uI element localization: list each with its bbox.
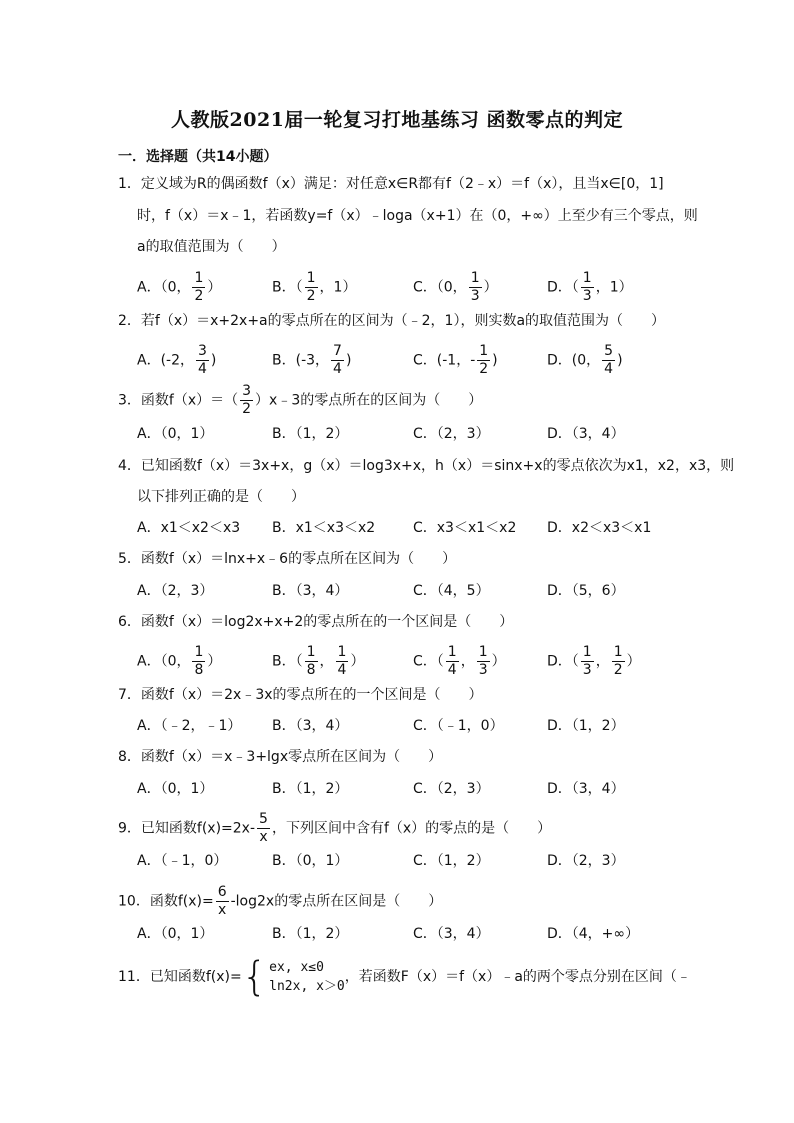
question-3-line-1: 3．函数f（x）＝（ $\frac{3}{2}$ ）x﹣3的零点所在的区间为（ ） — [118, 383, 483, 417]
option-a[interactable]: A．（0， $\frac{1}{8}$ ） — [137, 644, 222, 678]
question-1-line-1: 1．定义域为R的偶函数f（x）满足：对任意x∈R都有f（2﹣x）＝f（x），且当x∈[0，1] — [118, 176, 664, 192]
option-a[interactable]: A．（﹣1，0） — [137, 853, 228, 869]
option-c[interactable]: C．（﹣1，0） — [413, 718, 504, 734]
option-c[interactable]: C．x3＜x1＜x2 — [413, 520, 517, 536]
option-a[interactable]: A．（﹣2，﹣1） — [137, 718, 242, 734]
question-2-line-1: 2．若f（x）＝x+2x+a的零点所在的区间为（﹣2，1），则实数a的取值范围为（ ） — [118, 313, 666, 329]
option-a[interactable]: A．（0，1） — [137, 781, 214, 797]
option-b[interactable]: B．(-3， $\frac{7}{4}$ ) — [272, 343, 352, 377]
option-a[interactable]: A．x1＜x2＜x3 — [137, 520, 241, 536]
option-b[interactable]: B．（1，2） — [272, 781, 349, 797]
option-b[interactable]: B．（0，1） — [272, 853, 349, 869]
option-a[interactable]: A．（0，1） — [137, 426, 214, 442]
option-c[interactable]: C．（ $\frac{1}{4}$ ， $\frac{1}{3}$ ） — [413, 644, 506, 678]
option-c[interactable]: C．（0， $\frac{1}{3}$ ） — [413, 270, 498, 304]
question-4-line-1: 4．已知函数f（x）＝3x+x，g（x）＝log3x+x，h（x）＝sinx+x的零点依次为x1，x2，x3，则 — [118, 458, 735, 474]
option-d[interactable]: D．（4，+∞） — [547, 926, 640, 942]
option-c[interactable]: C．(-1，- $\frac{1}{2}$ ) — [413, 343, 498, 377]
question-6-line-1: 6．函数f（x）＝log2x+x+2的零点所在的一个区间是（ ） — [118, 614, 514, 630]
option-b[interactable]: B．（1，2） — [272, 426, 349, 442]
question-11-line-1: 11．已知函数f(x)= { ex, x≤0 ln2x, x＞0 ，若函数F（x）＝f（x）﹣a的两个零点分别在区间（﹣ — [118, 954, 691, 1000]
question-4-line-2: 以下排列正确的是（ ） — [137, 489, 305, 505]
option-c[interactable]: C．（4，5） — [413, 583, 490, 599]
option-d[interactable]: D．(0， $\frac{5}{4}$ ) — [547, 343, 623, 377]
option-a[interactable]: A．（0， $\frac{1}{2}$ ） — [137, 270, 222, 304]
option-a[interactable]: A．(-2， $\frac{3}{4}$ ) — [137, 343, 217, 377]
section-heading: 一．选择题（共14小题） — [118, 149, 278, 165]
option-d[interactable]: D．（ $\frac{1}{3}$ ， $\frac{1}{2}$ ） — [547, 644, 641, 678]
question-9-line-1: 9．已知函数f(x)=2x- $\frac{5}{x}$ ，下列区间中含有f（x）的零点的是（ ） — [118, 811, 552, 845]
option-d[interactable]: D．（5，6） — [547, 583, 625, 599]
piecewise-function: { ex, x≤0 ln2x, x＞0 — [241, 954, 345, 1000]
option-b[interactable]: B．x1＜x3＜x2 — [272, 520, 376, 536]
question-8-line-1: 8．函数f（x）＝x﹣3+lgx零点所在区间为（ ） — [118, 749, 443, 765]
question-1-line-3: a的取值范围为（ ） — [137, 239, 286, 255]
option-c[interactable]: C．（3，4） — [413, 926, 490, 942]
option-a[interactable]: A．（0，1） — [137, 926, 214, 942]
option-d[interactable]: D．（ $\frac{1}{3}$ ，1） — [547, 270, 633, 304]
option-d[interactable]: D．（3，4） — [547, 426, 625, 442]
question-5-line-1: 5．函数f（x）＝lnx+x﹣6的零点所在区间为（ ） — [118, 551, 457, 567]
option-c[interactable]: C．（1，2） — [413, 853, 490, 869]
option-d[interactable]: D．x2＜x3＜x1 — [547, 520, 652, 536]
page-title: 人教版2021届一轮复习打地基练习 函数零点的判定 — [171, 109, 623, 131]
option-b[interactable]: B．（3，4） — [272, 583, 349, 599]
option-d[interactable]: D．（2，3） — [547, 853, 625, 869]
question-7-line-1: 7．函数f（x）＝2x﹣3x的零点所在的一个区间是（ ） — [118, 687, 483, 703]
option-b[interactable]: B．（1，2） — [272, 926, 349, 942]
option-b[interactable]: B．（ $\frac{1}{2}$ ，1） — [272, 270, 357, 304]
option-d[interactable]: D．（1，2） — [547, 718, 625, 734]
question-10-line-1: 10．函数f(x)= $\frac{6}{x}$ -log2x的零点所在区间是（ ） — [118, 884, 443, 918]
option-c[interactable]: C．（2，3） — [413, 426, 490, 442]
option-c[interactable]: C．（2，3） — [413, 781, 490, 797]
option-d[interactable]: D．（3，4） — [547, 781, 625, 797]
question-1-line-2: 时，f（x）＝x﹣1，若函数y=f（x）﹣loga（x+1）在（0，+∞）上至少有三个零点，则 — [137, 208, 698, 224]
option-a[interactable]: A．（2，3） — [137, 583, 214, 599]
option-b[interactable]: B．（ $\frac{1}{8}$ ， $\frac{1}{4}$ ） — [272, 644, 365, 678]
option-b[interactable]: B．（3，4） — [272, 718, 349, 734]
